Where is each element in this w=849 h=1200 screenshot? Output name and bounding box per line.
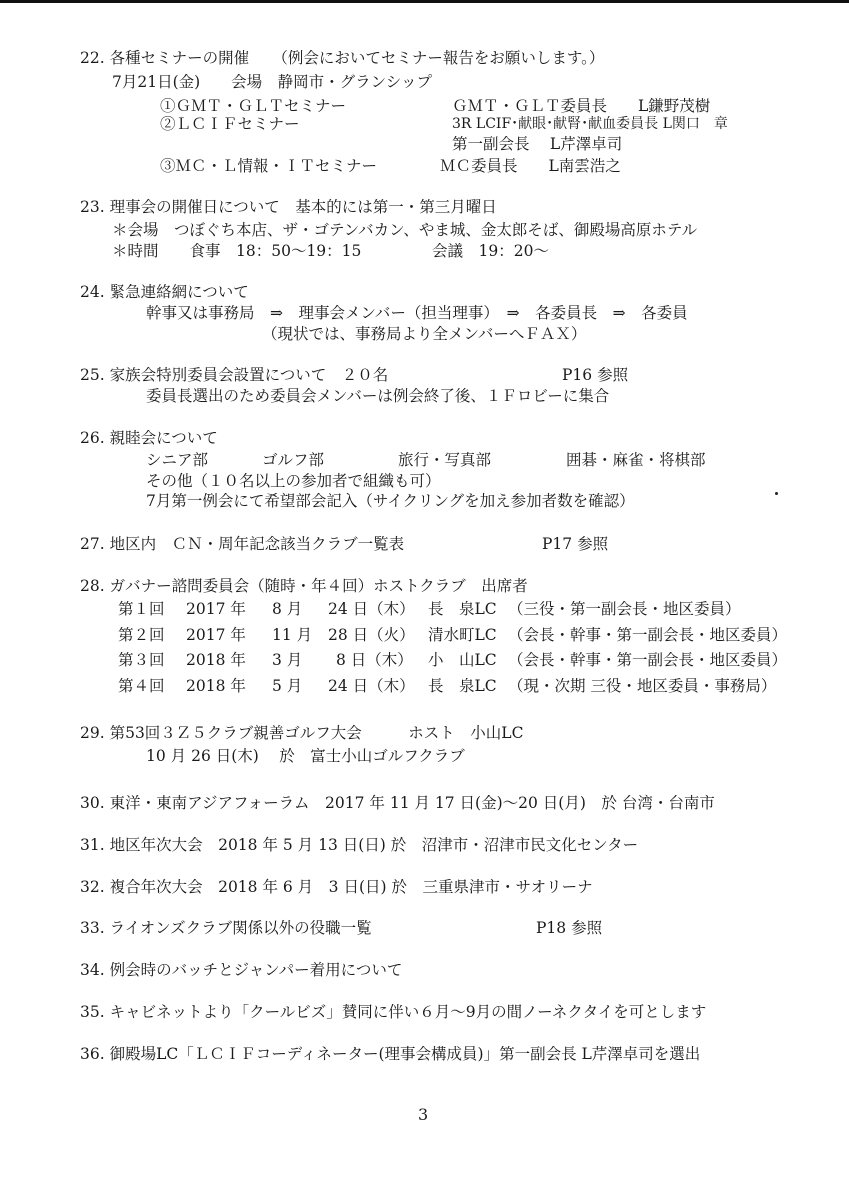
item-28-row-4-attend: （現・次期 三役・地区委員・事務局） bbox=[508, 677, 777, 695]
item-28-row-2-no: 第２回 bbox=[118, 626, 165, 644]
item-28-row-3-attend: （会長・幹事・第一副会長・地区委員） bbox=[508, 651, 788, 669]
item-30: 30. 東洋・東南アジアフォーラム 2017 年 11 月 17 日(金)～20 日(月) 於 台湾・台南市 bbox=[80, 794, 715, 812]
item-28-row-2-host: 清水町LC bbox=[428, 626, 497, 644]
item-26-club-4: 囲碁・麻雀・将棋部 bbox=[566, 451, 706, 469]
page-number: 3 bbox=[418, 1105, 429, 1124]
item-34: 34. 例会時のバッチとジャンパー着用について bbox=[80, 961, 403, 979]
item-28-row-3-day: 8 日（木） bbox=[336, 651, 413, 669]
item-26-note: 7月第一例会にて希望部会記入（サイクリングを加え参加者数を確認） bbox=[146, 492, 635, 510]
item-24-title: 24. 緊急連絡網について bbox=[80, 283, 249, 301]
item-28-row-2-day: 28 日（火） bbox=[328, 626, 415, 644]
item-28-row-3-host: 小 山LC bbox=[428, 651, 497, 669]
item-22-seminar-3-role: ＭＣ委員長 L南雲浩之 bbox=[440, 157, 621, 175]
item-28-row-4-no: 第４回 bbox=[118, 677, 165, 695]
item-26-club-2: ゴルフ部 bbox=[262, 451, 325, 469]
item-28-row-3-month: 3 月 bbox=[272, 651, 303, 669]
item-28-row-4-host: 長 泉LC bbox=[428, 677, 497, 695]
item-32: 32. 複合年次大会 2018 年 6 月 3 日(日) 於 三重県津市・サオリーナ bbox=[80, 878, 593, 896]
item-26-other: その他（１０名以上の参加者で組織も可） bbox=[146, 472, 441, 490]
stray-dot-mark bbox=[775, 492, 778, 495]
item-25-title: 25. 家族会特別委員会設置について ２０名 bbox=[80, 366, 389, 384]
item-22-date-place: 7月21日(金) 会場 静岡市・グランシップ bbox=[112, 73, 432, 91]
item-28-row-1-host: 長 泉LC bbox=[428, 600, 497, 618]
item-22-seminar-1-role: ＧＭＴ・ＧＬＴ委員長 L鎌野茂樹 bbox=[452, 97, 711, 115]
item-28-row-3-no: 第３回 bbox=[118, 651, 165, 669]
item-23-time-meeting: 会議 19：20～ bbox=[432, 242, 549, 260]
item-28-row-3-year: 2018 年 bbox=[186, 651, 246, 669]
item-28-row-1-no: 第１回 bbox=[118, 600, 165, 618]
item-25-note: 委員長選出のため委員会メンバーは例会終了後、１Ｆロビーに集合 bbox=[146, 387, 610, 405]
item-22-seminar-3: ③ＭＣ・Ｌ情報・ＩＴセミナー bbox=[160, 157, 378, 175]
item-33-title: 33. ライオンズクラブ関係以外の役職一覧 bbox=[80, 919, 372, 937]
item-22-seminar-2: ②ＬＣＩＦセミナー bbox=[160, 115, 300, 133]
item-27-page-ref: P17 参照 bbox=[542, 535, 609, 553]
item-28-row-4-day: 24 日（木） bbox=[328, 677, 415, 695]
item-27-title: 27. 地区内 ＣＮ・周年記念該当クラブ一覧表 bbox=[80, 535, 405, 553]
item-29-title: 29. 第53回３Ｚ５クラブ親善ゴルフ大会 ホスト 小山LC bbox=[80, 724, 524, 742]
item-29-date: 10 月 26 日(木) 於 富士小山ゴルフクラブ bbox=[146, 747, 465, 765]
item-33-page-ref: P18 参照 bbox=[536, 919, 603, 937]
item-23-venue: ＊会場 つぼぐち本店、ザ・ゴテンバカン、やま城、金太郎そば、御殿場高原ホテル bbox=[112, 221, 698, 239]
item-35: 35. キャビネットより「クールビズ」賛同に伴い６月～9月の間ノーネクタイを可とします bbox=[80, 1003, 707, 1021]
item-31: 31. 地区年次大会 2018 年 5 月 13 日(日) 於 沼津市・沼津市民文化センター bbox=[80, 836, 639, 854]
item-28-row-2-year: 2017 年 bbox=[186, 626, 246, 644]
item-24-flow: 幹事又は事務局 ⇒ 理事会メンバー（担当理事） ⇒ 各委員長 ⇒ 各委員 bbox=[146, 304, 688, 322]
item-22-seminar-2-role2: 第一副会長 L芹澤卓司 bbox=[452, 135, 623, 153]
item-25-page-ref: P16 参照 bbox=[562, 366, 629, 384]
item-24-note: （現状では、事務局より全メンバーへＦＡＸ） bbox=[262, 325, 587, 343]
item-28-row-4-month: 5 月 bbox=[272, 677, 303, 695]
page-top-border bbox=[0, 0, 849, 3]
item-22-title: 22. 各種セミナーの開催 （例会においてセミナー報告をお願いします。） bbox=[80, 49, 605, 67]
item-26-club-3: 旅行・写真部 bbox=[398, 451, 492, 469]
item-28-row-2-attend: （会長・幹事・第一副会長・地区委員） bbox=[508, 626, 788, 644]
item-23-title: 23. 理事会の開催日について 基本的には第一・第三月曜日 bbox=[80, 198, 497, 216]
item-28-row-2-month: 11 月 bbox=[272, 626, 313, 644]
item-36: 36. 御殿場LC「ＬＣＩＦコーディネーター(理事会構成員)」第一副会長 L芹澤卓司を選出 bbox=[80, 1045, 701, 1063]
item-28-row-1-day: 24 日（木） bbox=[328, 600, 415, 618]
item-28-row-1-month: 8 月 bbox=[272, 600, 303, 618]
item-23-time-meal: ＊時間 食事 18：50～19：15 bbox=[112, 242, 362, 260]
item-22-seminar-2-role: 3R LCIF･献眼･献腎･献血委員長 L関口 章 bbox=[452, 116, 728, 132]
item-22-seminar-1: ①ＧＭＴ・ＧＬＴセミナー bbox=[160, 97, 347, 115]
item-28-row-4-year: 2018 年 bbox=[186, 677, 246, 695]
item-26-club-1: シニア部 bbox=[146, 451, 209, 469]
item-28-row-1-year: 2017 年 bbox=[186, 600, 246, 618]
item-28-row-1-attend: （三役・第一副会長・地区委員） bbox=[508, 600, 741, 618]
item-28-title: 28. ガバナー諮問委員会（随時・年４回）ホストクラブ 出席者 bbox=[80, 577, 528, 595]
item-26-title: 26. 親睦会について bbox=[80, 429, 218, 447]
